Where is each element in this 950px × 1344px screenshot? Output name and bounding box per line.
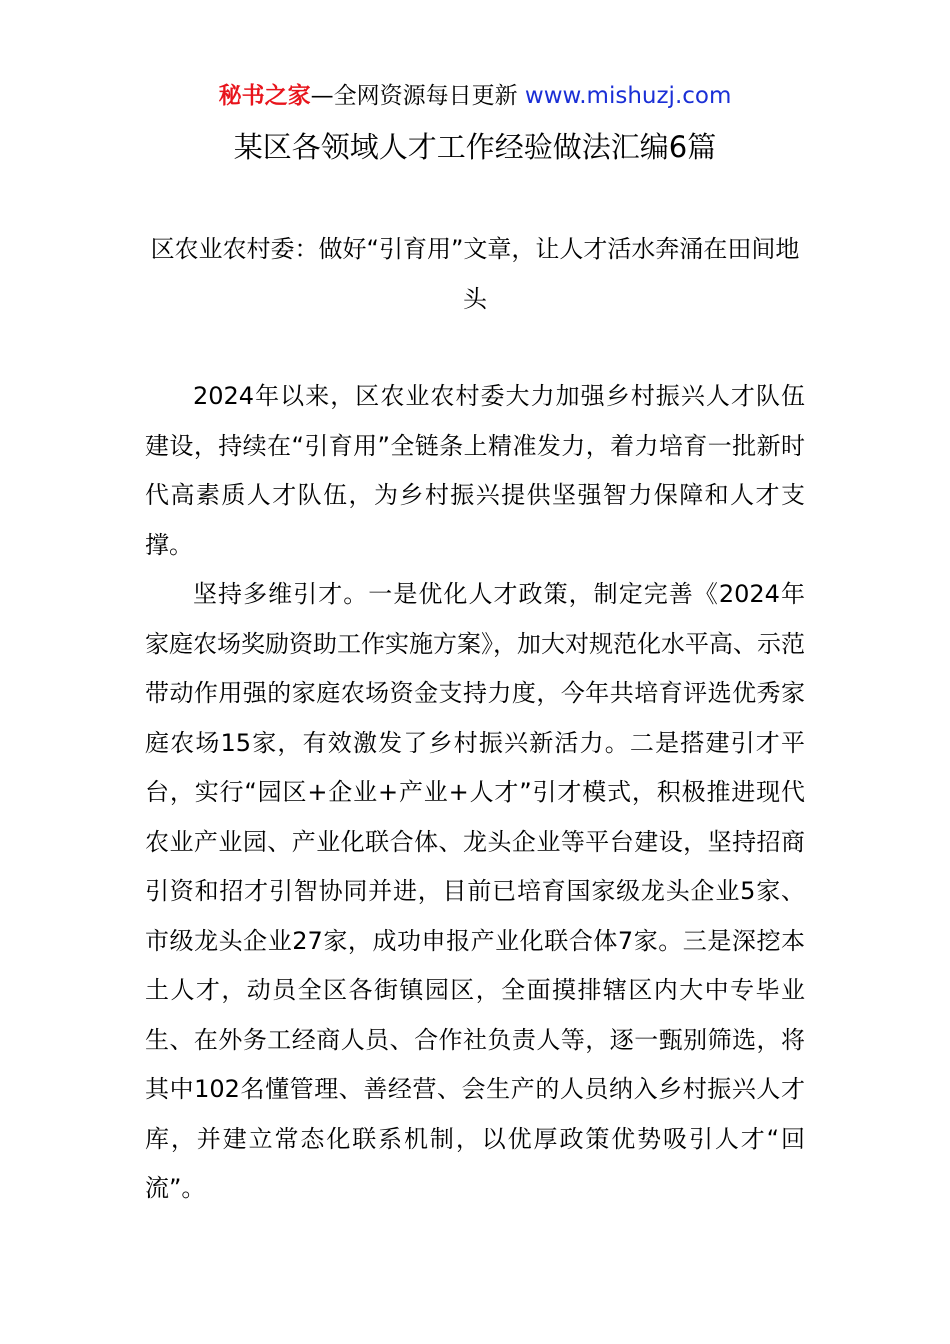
site-tagline: —全网资源每日更新	[310, 83, 525, 109]
document-body	[145, 372, 805, 1214]
body-paragraph: 2024年以来，区农业农村委大力加强乡村振兴人才队伍建设，持续在“引育用”全链条上精准发力，着力培育一批新时代高素质人才队伍，为乡村振兴提供坚强智力保障和人才支撑。	[145, 382, 805, 559]
section-heading: 区农业农村委：做好“引育用”文章，让人才活水奔涌在田间地头	[150, 235, 800, 313]
document-title: 某区各领域人才工作经验做法汇编6篇	[233, 130, 717, 164]
site-url-link[interactable]: www.mishuzj.com	[524, 83, 732, 109]
site-header	[0, 80, 950, 112]
site-brand-name: 秘书之家	[218, 83, 311, 109]
body-paragraph: 坚持多维引才。一是优化人才政策，制定完善《2024年家庭农场奖励资助工作实施方案》，加大对规范化水平高、示范带动作用强的家庭农场资金支持力度，今年共培育评选优秀家庭农场15家，有效激发了乡村振兴新活力。二是搭建引才平台，实行“园区+企业+产业+人才”引才模式，积极推进现代农业产业园、产业化联合体、龙头企业等平台建设，坚持招商引资和招才引智协同并进，目前已培育国家级龙头企业5家、市级龙头企业27家，成功申报产业化联合体7家。三是深挖本土人才，动员全区各街镇园区，全面摸排辖区内大中专毕业生、在外务工经商人员、合作社负责人等，逐一甄别筛选，将其中102名懂管理、善经营、会生产的人员纳入乡村振兴人才库，并建立常态化联系机制，以优厚政策优势吸引人才“回流”。	[145, 580, 805, 1202]
